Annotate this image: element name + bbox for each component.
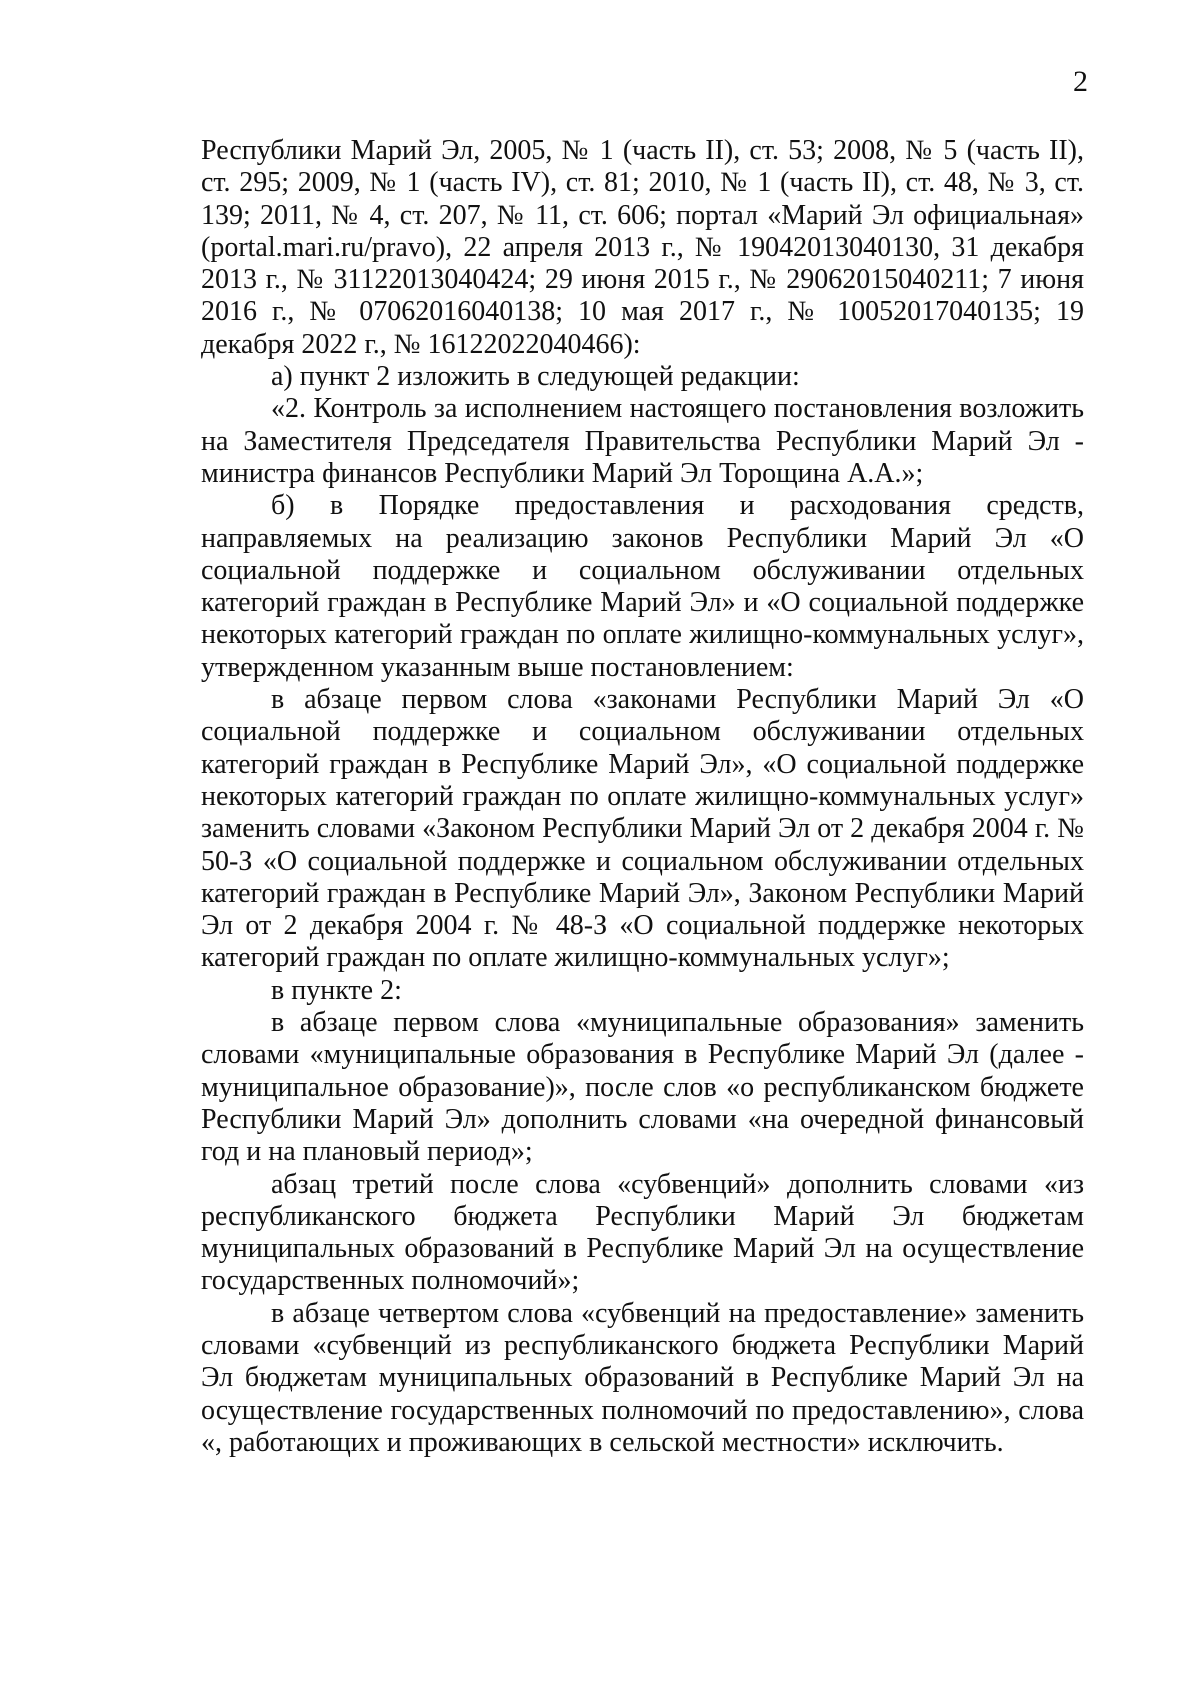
paragraph-first-abzac-amendment: в абзаце первом слова «законами Республики Марий Эл «О социальной поддержке и социальном обслуживании отдельных категорий граждан в Республике Марий Эл», «О социальной поддержке некоторых категорий граждан по оплате жилищно-коммунальных услуг» заменить словами «Законом Республики Марий Эл от 2 декабря 2004 г. № 50-З «О социальной поддержке и социальном обслуживании отдельных категорий граждан в Республике Марий Эл», Законом Республики Марий Эл от 2 декабря 2004 г. № 48-З «О социальной поддержке некоторых категорий граждан по оплате жилищно-коммунальных услуг»; — [201, 684, 1084, 974]
paragraph-point-2-third-abzac: абзац третий после слова «субвенций» дополнить словами «из республиканского бюджета Республики Марий Эл бюджетам муниципальных образований в Республике Марий Эл на осуществление государственных полномочий»; — [201, 1168, 1084, 1297]
paragraph-quoted-point-2: «2. Контроль за исполнением настоящего постановления возложить на Заместителя Председателя Правительства Республики Марий Эл - министра финансов Республики Марий Эл Торощина А.А.»; — [201, 393, 1084, 489]
paragraph-item-b: б) в Порядке предоставления и расходования средств, направляемых на реализацию законов Республики Марий Эл «О социальной поддержке и социальном обслуживании отдельных категорий граждан в Республике Марий Эл» и «О социальной поддержке некоторых категорий граждан по оплате жилищно-коммунальных услуг», утвержденном указанным выше постановлением: — [201, 490, 1084, 683]
page-number: 2 — [1073, 65, 1088, 98]
paragraph-point-2-heading: в пункте 2: — [271, 974, 402, 1006]
paragraph-point-2-fourth-abzac: в абзаце четвертом слова «субвенций на предоставление» заменить словами «субвенций из республиканского бюджета Республики Марий Эл бюджетам муниципальных образований в Республике Марий Эл на осуществление государственных полномочий по предоставлению», слова «, работающих и проживающих в сельской местности» исключить. — [201, 1297, 1084, 1458]
document-body — [201, 135, 1084, 1459]
paragraph-point-2-first-abzac: в абзаце первом слова «муниципальные образования» заменить словами «муниципальные образования в Республике Марий Эл (далее - муниципальное образование)», после слов «о республиканском бюджете Республики Марий Эл» дополнить словами «на очередной финансовый год и на плановый период»; — [201, 1007, 1084, 1168]
paragraph-item-a: а) пункт 2 изложить в следующей редакции: — [271, 361, 800, 393]
paragraph-continuation: Республики Марий Эл, 2005, № 1 (часть II), ст. 53; 2008, № 5 (часть II), ст. 295; 2009, № 1 (часть IV), ст. 81; 2010, № 1 (часть II), ст. 48, № 3, ст. 139; 2011, № 4, ст. 207, № 11, ст. 606; портал «Марий Эл официальная» (portal.mari.ru/pravo), 22 апреля 2013 г., № 19042013040130, 31 декабря 2013 г., № 31122013040424; 29 июня 2015 г., № 29062015040211; 7 июня 2016 г., № 07062016040138; 10 мая 2017 г., № 10052017040135; 19 декабря 2022 г., № 16122022040466): — [201, 135, 1084, 360]
